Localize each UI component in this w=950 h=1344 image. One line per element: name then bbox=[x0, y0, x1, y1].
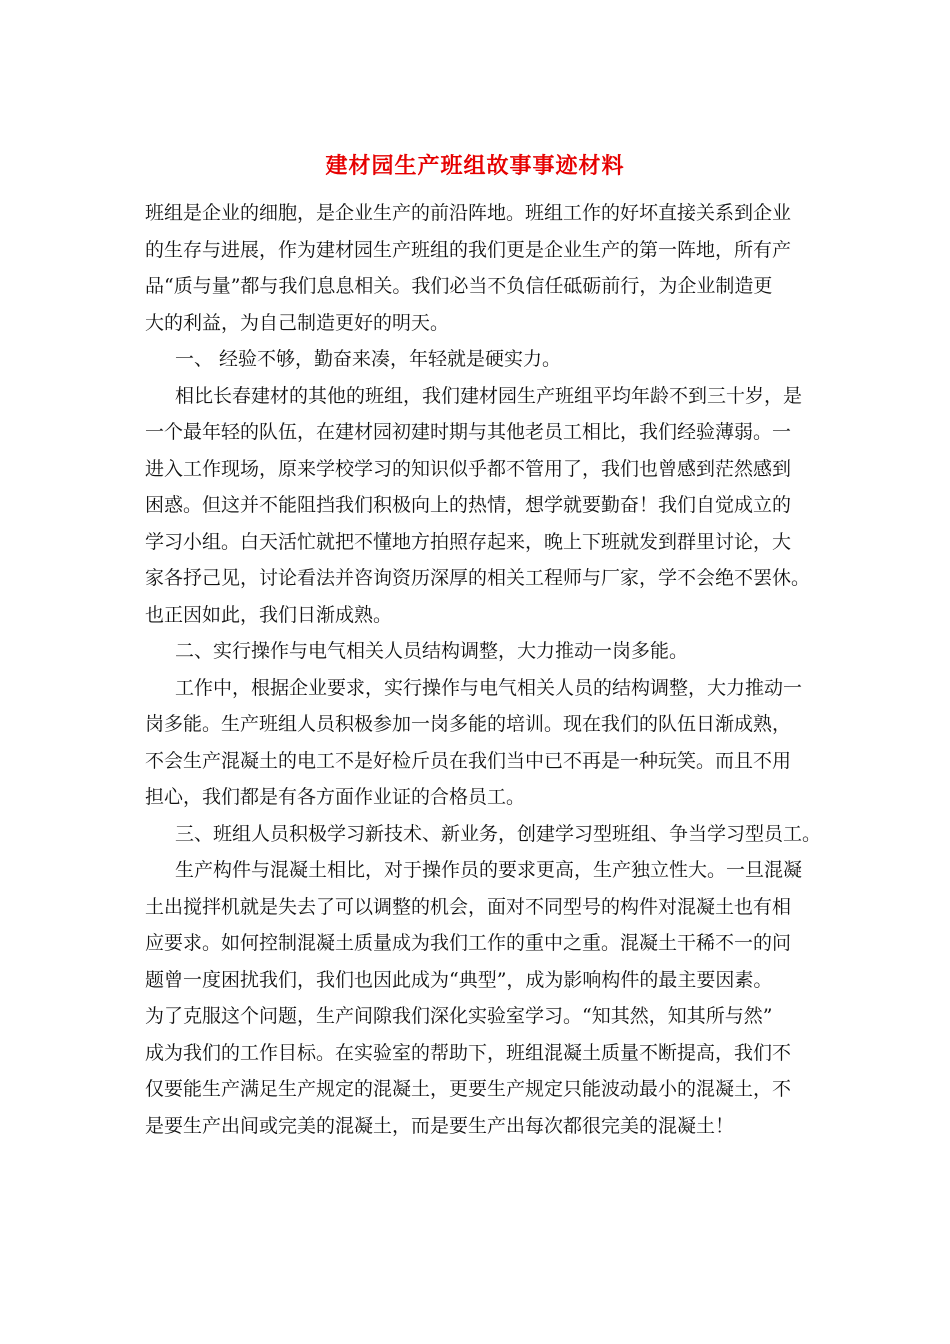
section-heading-1: 一、 经验不够，勤奋来凑，年轻就是硬实力。 bbox=[175, 348, 562, 370]
paragraph-line: 学习小组。白天活忙就把不懂地方拍照存起来，晚上下班就发到群里讨论，大 bbox=[145, 530, 792, 553]
paragraph-line: 家各抒己见，讨论看法并咨询资历深厚的相关工程师与厂家，学不会绝不罢休。 bbox=[145, 567, 811, 589]
paragraph-line: 班组是企业的细胞，是企业生产的前沿阵地。班组工作的好坏直接关系到企业 bbox=[145, 202, 792, 224]
paragraph-line: 工作中，根据企业要求，实行操作与电气相关人员的结构调整，大力推动一 bbox=[175, 676, 803, 699]
paragraph-line: 应要求。如何控制混凝土质量成为我们工作的重中之重。混凝土干稀不一的问 bbox=[145, 932, 792, 954]
paragraph-line: 是要生产出间或完美的混凝土，而是要生产出每次都很完美的混凝土！ bbox=[145, 1114, 735, 1137]
paragraph-line: 一个最年轻的队伍，在建材园初建时期与其他老员工相比，我们经验薄弱。一 bbox=[145, 421, 792, 443]
section-heading-2: 二、实行操作与电气相关人员结构调整，大力推动一岗多能。 bbox=[175, 640, 689, 662]
paragraph-line: 题曾一度困扰我们，我们也因此成为“典型”，成为影响构件的最主要因素。 bbox=[145, 968, 773, 991]
paragraph-line: 仅要能生产满足生产规定的混凝土，更要生产规定只能波动最小的混凝土，不 bbox=[145, 1078, 792, 1100]
paragraph-line: 生产构件与混凝土相比，对于操作员的要求更高，生产独立性大。一旦混凝 bbox=[175, 859, 803, 881]
section-heading-3: 三、班组人员积极学习新技术、新业务，创建学习型班组、争当学习型员工。 bbox=[175, 822, 822, 845]
paragraph-line: 担心，我们都是有各方面作业证的合格员工。 bbox=[145, 786, 526, 808]
paragraph-line: 相比长春建材的其他的班组，我们建材园生产班组平均年龄不到三十岁，是 bbox=[175, 384, 803, 407]
paragraph-line: 品“质与量”都与我们息息相关。我们必当不负信任砥砺前行，为企业制造更 bbox=[145, 275, 773, 297]
paragraph-line: 也正因如此，我们日渐成熟。 bbox=[145, 603, 393, 626]
paragraph-line: 成为我们的工作目标。在实验室的帮助下，班组混凝土质量不断提高，我们不 bbox=[145, 1041, 792, 1064]
document-body bbox=[145, 195, 835, 1144]
paragraph-line: 进入工作现场，原来学校学习的知识似乎都不管用了，我们也曾感到茫然感到 bbox=[145, 457, 792, 480]
paragraph-line: 土出搅拌机就是失去了可以调整的机会，面对不同型号的构件对混凝土也有相 bbox=[145, 895, 792, 918]
paragraph-line: 岗多能。生产班组人员积极参加一岗多能的培训。现在我们的队伍日渐成熟， bbox=[145, 713, 792, 735]
paragraph-line: 困惑。但这并不能阻挡我们积极向上的热情，想学就要勤奋！我们自觉成立的 bbox=[145, 494, 792, 516]
paragraph-line: 为了克服这个问题，生产间隙我们深化实验室学习。“知其然，知其所与然” bbox=[145, 1005, 773, 1027]
paragraph-line: 的生存与进展，作为建材园生产班组的我们更是企业生产的第一阵地，所有产 bbox=[145, 238, 792, 261]
paragraph-line: 大的利益，为自己制造更好的明天。 bbox=[145, 311, 450, 334]
document-title: 建材园生产班组故事事迹材料 bbox=[325, 153, 625, 179]
paragraph-line: 不会生产混凝土的电工不是好检斤员在我们当中已不再是一种玩笑。而且不用 bbox=[145, 749, 792, 772]
